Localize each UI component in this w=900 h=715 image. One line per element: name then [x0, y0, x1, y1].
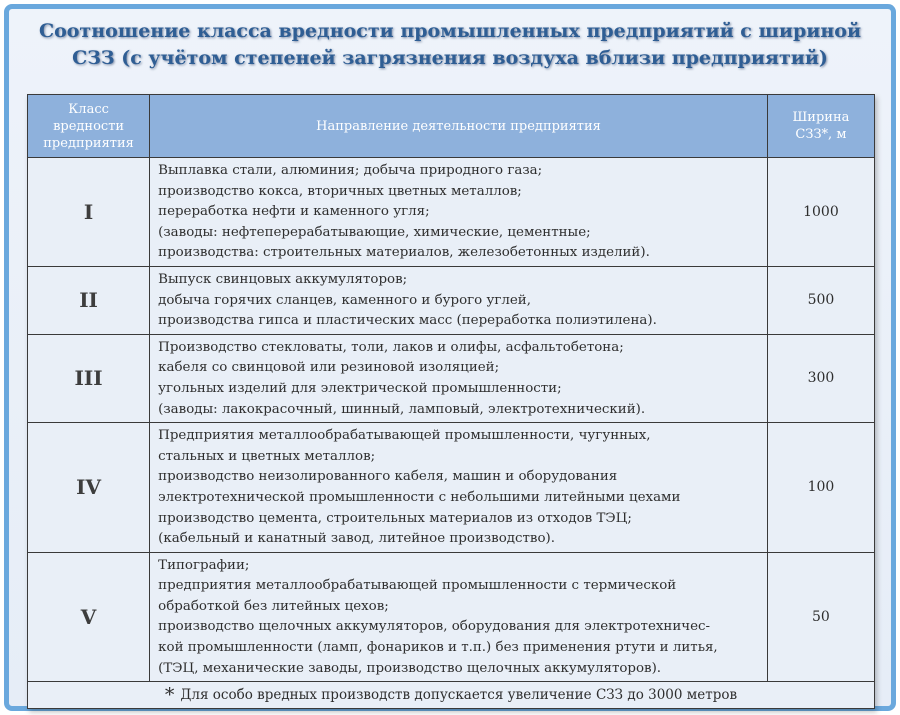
header-class-line-3: предприятия: [43, 135, 134, 151]
activity-line: кабеля со свинцовой или резиновой изоляцией;: [158, 360, 500, 376]
hazard-class-cell: II: [28, 266, 150, 334]
activity-direction-cell: [150, 423, 768, 553]
activity-line: (заводы: лакокрасочный, шинный, ламповый, электротехнический).: [158, 401, 646, 417]
activity-line: Типографии;: [158, 557, 250, 573]
header-class-line-1: Класс: [68, 101, 109, 117]
hazard-class-cell: I: [28, 158, 150, 267]
hazard-class-cell: V: [28, 552, 150, 682]
table-row: [28, 266, 875, 334]
activity-direction-cell: [150, 266, 768, 334]
activity-line: производство щелочных аккумуляторов, оборудования для электротехничес-: [158, 619, 711, 635]
title-line-1: Соотношение класса вредности промышленных предприятий с шириной: [38, 20, 862, 42]
szz-width-cell: 300: [767, 334, 874, 422]
table-row: [28, 552, 875, 682]
activity-line: обработкой без литейных цехов;: [158, 598, 389, 614]
activity-line: Выплавка стали, алюминия; добыча природного газа;: [158, 163, 543, 178]
activity-line: предприятия металлообрабатывающей промышленности с термической: [158, 578, 677, 594]
title-line-2: СЗЗ (с учётом степеней загрязнения воздуха вблизи предприятий): [72, 47, 828, 69]
activity-line: (кабельный и канатный завод, литейное производство).: [158, 531, 556, 547]
header-class: [28, 95, 150, 158]
activity-direction-cell: [150, 334, 768, 422]
table-body: [28, 158, 875, 682]
activity-line: кой промышленности (ламп, фонариков и т.п.) без применения ртути и литья,: [158, 640, 718, 656]
activity-line: производства гипса и пластических масс (переработка полиэтилена).: [158, 313, 657, 329]
szz-width-cell: 500: [767, 266, 874, 334]
hazard-class-cell: IV: [28, 423, 150, 553]
header-class-line-2: вредности: [53, 118, 125, 134]
header-row: [28, 95, 875, 158]
hazard-class-cell: III: [28, 334, 150, 422]
header-width: [767, 95, 874, 158]
slide-title: [0, 18, 900, 72]
activity-line: производство неизолированного кабеля, машин и оборудования: [158, 469, 618, 485]
table-row: [28, 423, 875, 553]
footnote-asterisk: *: [164, 684, 175, 707]
szz-width-cell: 50: [767, 552, 874, 682]
activity-line: угольных изделий для электрической промышленности;: [158, 380, 562, 396]
activity-line: Предприятия металлообрабатывающей промышленности, чугунных,: [158, 428, 651, 444]
szz-table: [27, 94, 875, 709]
activity-line: переработка нефти и каменного угля;: [158, 204, 430, 220]
activity-line: (ТЭЦ, механические заводы, производство щелочных аккумуляторов).: [158, 660, 662, 676]
szz-width-cell: 100: [767, 423, 874, 553]
activity-line: электротехнической промышленности с небольшими литейными цехами: [158, 489, 681, 505]
footnote-row: [28, 682, 875, 709]
footnote-text: Для особо вредных производств допускается увеличение СЗЗ до 3000 метров: [180, 687, 738, 704]
activity-line: Выпуск свинцовых аккумуляторов;: [158, 271, 408, 287]
table-row: [28, 334, 875, 422]
activity-line: стальных и цветных металлов;: [158, 448, 376, 464]
header-width-line-1: Ширина: [792, 110, 850, 125]
activity-line: производство кокса, вторичных цветных металлов;: [158, 183, 522, 199]
header-direction: Направление деятельности предприятия: [150, 95, 768, 158]
footnote-cell: [28, 682, 875, 709]
table-row: [28, 158, 875, 267]
activity-line: производство цемента, строительных материалов из отходов ТЭЦ;: [158, 510, 632, 526]
activity-direction-cell: [150, 552, 768, 682]
header-width-line-2: СЗЗ*, м: [795, 127, 847, 142]
activity-line: Производство стекловаты, толи, лаков и олифы, асфальтобетона;: [158, 339, 624, 355]
activity-line: производства: строительных материалов, железобетонных изделий).: [158, 245, 650, 261]
activity-direction-cell: [150, 158, 768, 267]
activity-line: (заводы: нефтеперерабатывающие, химические, цементные;: [158, 224, 591, 240]
activity-line: добыча горячих сланцев, каменного и бурого углей,: [158, 292, 531, 308]
szz-width-cell: 1000: [767, 158, 874, 267]
